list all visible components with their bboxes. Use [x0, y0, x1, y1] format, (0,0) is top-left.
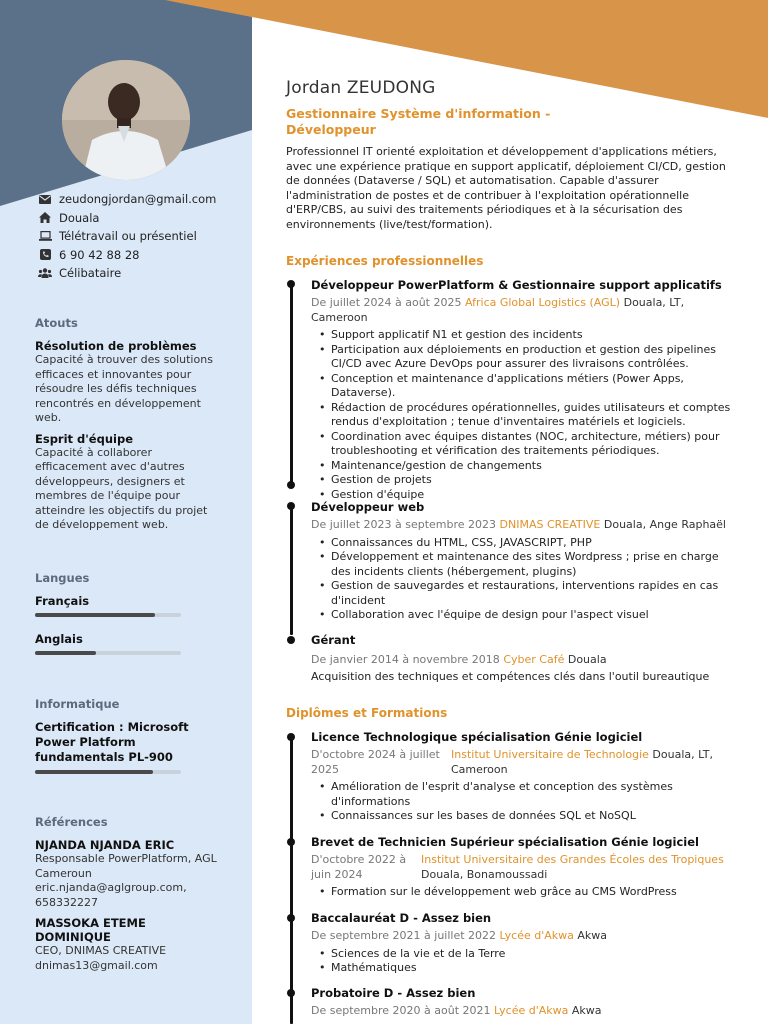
reference-name: NJANDA NJANDA ERIC — [35, 838, 175, 852]
header — [286, 78, 736, 98]
bullet-item: • Collaboration avec l'équipe de design pour l'aspect visuel — [311, 608, 736, 623]
bullet-item: • Rédaction de procédures opérationnelles, guides utilisateurs et comptes rendus d'exploitation ; tenue d'inventaires matériels et logiciels. — [311, 401, 736, 430]
experience-title: Développeur PowerPlatform & Gestionnaire support applicatifs — [311, 278, 722, 292]
diploma-dates: De septembre 2021 à juillet 2022 — [311, 929, 497, 942]
skill-level-bar — [35, 770, 181, 774]
langues-section — [35, 571, 215, 655]
experience-meta — [311, 296, 736, 325]
summary-block — [286, 145, 736, 233]
timeline-dot — [287, 280, 295, 288]
references-section — [35, 815, 220, 973]
contact-city-text: Douala — [59, 210, 100, 225]
language-level-bar — [35, 651, 181, 655]
bullet-item: • Sciences de la vie et de la Terre — [311, 947, 736, 962]
bullet-item: • Participation aux déploiements en production et gestion des pipelines CI/CD avec Azure DevOps pour assurer des livraisons contrôlées. — [311, 343, 736, 372]
informatique-title: Informatique — [35, 697, 120, 711]
experience-title: Développeur web — [311, 500, 425, 514]
experience-text: Acquisition des techniques et compétences clés dans l'outil bureautique — [311, 669, 710, 683]
atouts-title: Atouts — [35, 316, 78, 330]
bullet-item: • Formation sur le développement web grâce au CMS WordPress — [311, 885, 736, 900]
bullet-item: • Amélioration de l'esprit d'analyse et conception des systèmes d'informations — [311, 780, 736, 809]
bullet-item: • Gestion d'équipe — [311, 488, 736, 503]
diploma-title: Brevet de Technicien Supérieur spécialisation Génie logiciel — [311, 835, 699, 849]
experience-org: DNIMAS CREATIVE — [499, 518, 601, 531]
bullet-item: • Conception et maintenance d'applications métiers (Power Apps, Dataverse). — [311, 372, 736, 401]
diploma-place — [451, 748, 731, 777]
diploma-title: Licence Technologique spécialisation Génie logiciel — [311, 730, 643, 744]
reference-role: Responsable PowerPlatform, AGL Cameroun — [35, 852, 217, 880]
skill-level-fill — [35, 770, 153, 774]
language-level-fill — [35, 613, 155, 617]
contact-status — [38, 264, 248, 283]
skill-name: Certification : Microsoft Power Platform fundamentals PL-900 — [35, 720, 189, 764]
diploma-dates: D'octobre 2024 à juillet 2025 — [311, 748, 440, 776]
contact-email-text: zeudongjordan@gmail.com — [59, 192, 217, 207]
experiences-heading — [286, 254, 736, 268]
diploma-org: Institut Universitaire des Grandes Écoles des Tropiques — [421, 853, 724, 866]
bullet-item: • Développement et maintenance des sites Wordpress ; prise en charge des incidents clients (hébergement, plugins) — [311, 550, 736, 579]
atout-text: Capacité à trouver des solutions efficaces et innovantes pour résoudre les défis techniques rencontrés en développement web. — [35, 353, 213, 424]
contact-worktype-text: Télétravail ou présentiel — [59, 229, 197, 244]
experience-dates: De janvier 2014 à novembre 2018 — [311, 653, 500, 666]
diploma-org: Institut Universitaire de Technologie — [451, 748, 649, 761]
reference-role: CEO, DNIMAS CREATIVE — [35, 944, 167, 957]
langues-title: Langues — [35, 571, 90, 585]
experience-entry — [311, 500, 736, 623]
diploma-entry — [311, 911, 736, 976]
diploma-place — [421, 853, 736, 882]
timeline-line — [290, 284, 293, 485]
diploma-location: Douala, Bonamoussadi — [421, 867, 548, 881]
reference-contact[interactable]: eric.njanda@aglgroup.com, 658332227 — [35, 881, 187, 909]
atout-title: Esprit d'équipe — [35, 431, 133, 446]
diploma-location: Douala, LT, Cameroon — [451, 748, 713, 776]
diploma-entry — [311, 986, 736, 1019]
experiences-title: Expériences professionnelles — [286, 254, 484, 268]
diploma-org: Lycée d'Akwa — [499, 929, 574, 942]
reference-contact[interactable]: dnimas13@gmail.com — [35, 958, 158, 972]
candidate-name: Jordan ZEUDONG — [286, 78, 436, 98]
diplomes-heading — [286, 706, 736, 720]
timeline-dot — [287, 838, 295, 846]
experience-location: Douala — [567, 653, 607, 666]
reference-name: MASSOKA ETEME DOMINIQUE — [35, 916, 146, 944]
role-block — [286, 106, 736, 138]
timeline-dot — [287, 502, 295, 510]
diplomes-title: Diplômes et Formations — [286, 706, 448, 720]
experience-org: Africa Global Logistics (AGL) — [464, 296, 621, 309]
diploma-title: Probatoire D - Assez bien — [311, 986, 476, 1000]
timeline-dot — [287, 636, 295, 644]
diploma-meta — [311, 853, 736, 882]
bullet-item: • Gestion de sauvegardes et restaurations, interventions rapides en cas d'incident — [311, 579, 736, 608]
experience-bullets — [311, 328, 736, 502]
experience-entry — [311, 278, 736, 502]
informatique-section — [35, 697, 215, 774]
diploma-meta — [311, 1004, 736, 1019]
contact-email[interactable] — [38, 190, 248, 209]
diploma-bullets — [311, 780, 736, 824]
candidate-role: Développeur — [286, 122, 376, 137]
bullet-item: • Connaissances sur les bases de données SQL et NoSQL — [311, 809, 736, 824]
experience-bullets — [311, 536, 736, 623]
experience-dates: De juillet 2023 à septembre 2023 — [311, 518, 497, 531]
experience-location: Douala, LT, Cameroon — [311, 296, 685, 324]
bullet-item: • Gestion de projets — [311, 473, 736, 488]
timeline-dot — [287, 914, 295, 922]
bullet-item: • Maintenance/gestion de changements — [311, 459, 736, 474]
contact-list — [38, 190, 248, 283]
contact-city — [38, 209, 248, 228]
experience-entry — [311, 633, 736, 684]
bullet-item: • Mathématiques — [311, 961, 736, 976]
home-icon — [38, 212, 52, 224]
timeline-line — [290, 506, 293, 635]
users-icon — [38, 267, 52, 279]
language-level-bar — [35, 613, 181, 617]
contact-phone-text: 6 90 42 88 28 — [59, 247, 140, 262]
references-title: Références — [35, 815, 108, 829]
timeline-dot — [287, 733, 295, 741]
diploma-location: Akwa — [571, 1004, 602, 1017]
atout-text: Capacité à collaborer efficacement avec d'autres développeurs, designers et membres de l'équipe pour atteindre les objectifs du projet de développement web. — [35, 445, 208, 531]
timeline-dot — [287, 989, 295, 997]
diploma-dates: De septembre 2020 à août 2021 — [311, 1004, 491, 1017]
profile-photo — [62, 60, 190, 180]
bullet-item: • Coordination avec équipes distantes (NOC, architecture, métiers) pour troubleshooting et vérification des traitements périodiques. — [311, 430, 736, 459]
diploma-org: Lycée d'Akwa — [494, 1004, 569, 1017]
experience-org: Cyber Café — [503, 653, 565, 666]
contact-status-text: Célibataire — [59, 266, 122, 281]
language-name: Français — [35, 594, 90, 608]
laptop-icon — [38, 230, 52, 242]
diploma-dates: D'octobre 2022 à juin 2024 — [311, 853, 407, 881]
experience-meta — [311, 653, 736, 668]
diploma-entry — [311, 835, 736, 900]
diploma-entry — [311, 730, 736, 824]
diploma-bullets — [311, 947, 736, 976]
experience-dates: De juillet 2024 à août 2025 — [311, 296, 462, 309]
envelope-icon — [38, 193, 52, 205]
language-level-fill — [35, 651, 96, 655]
timeline-line — [290, 738, 293, 1024]
diploma-meta — [311, 748, 736, 777]
timeline-dot — [287, 481, 295, 489]
experience-meta — [311, 518, 736, 533]
atouts-section — [35, 316, 215, 533]
experience-location: Douala, Ange Raphaël — [603, 518, 726, 531]
phone-icon — [38, 249, 52, 261]
diploma-location: Akwa — [577, 929, 608, 942]
diploma-title: Baccalauréat D - Assez bien — [311, 911, 492, 925]
atout-title: Résolution de problèmes — [35, 339, 197, 353]
profile-summary: Professionnel IT orienté exploitation et développement d'applications métiers, avec une expérience pratique en support applicatif, déploiement CI/CD, gestion de données (Dataverse / SQL) et automatisation. Capable d'assurer l'administration de postes et de contribuer à l'exploitation opérationnelle d'ERP/CBS, au suivi des traitements périodiques et à la sécurisation des environnements (live/test/formation). — [286, 145, 726, 231]
diploma-meta — [311, 929, 736, 944]
bullet-item: • Connaissances du HTML, CSS, JAVASCRIPT, PHP — [311, 536, 736, 551]
bullet-item: • Support applicatif N1 et gestion des incidents — [311, 328, 736, 343]
language-name: Anglais — [35, 632, 83, 646]
contact-phone[interactable] — [38, 246, 248, 265]
diploma-bullets — [311, 885, 736, 900]
candidate-role: Gestionnaire Système d'information - — [286, 106, 551, 121]
contact-worktype — [38, 227, 248, 246]
experience-title: Gérant — [311, 633, 356, 647]
